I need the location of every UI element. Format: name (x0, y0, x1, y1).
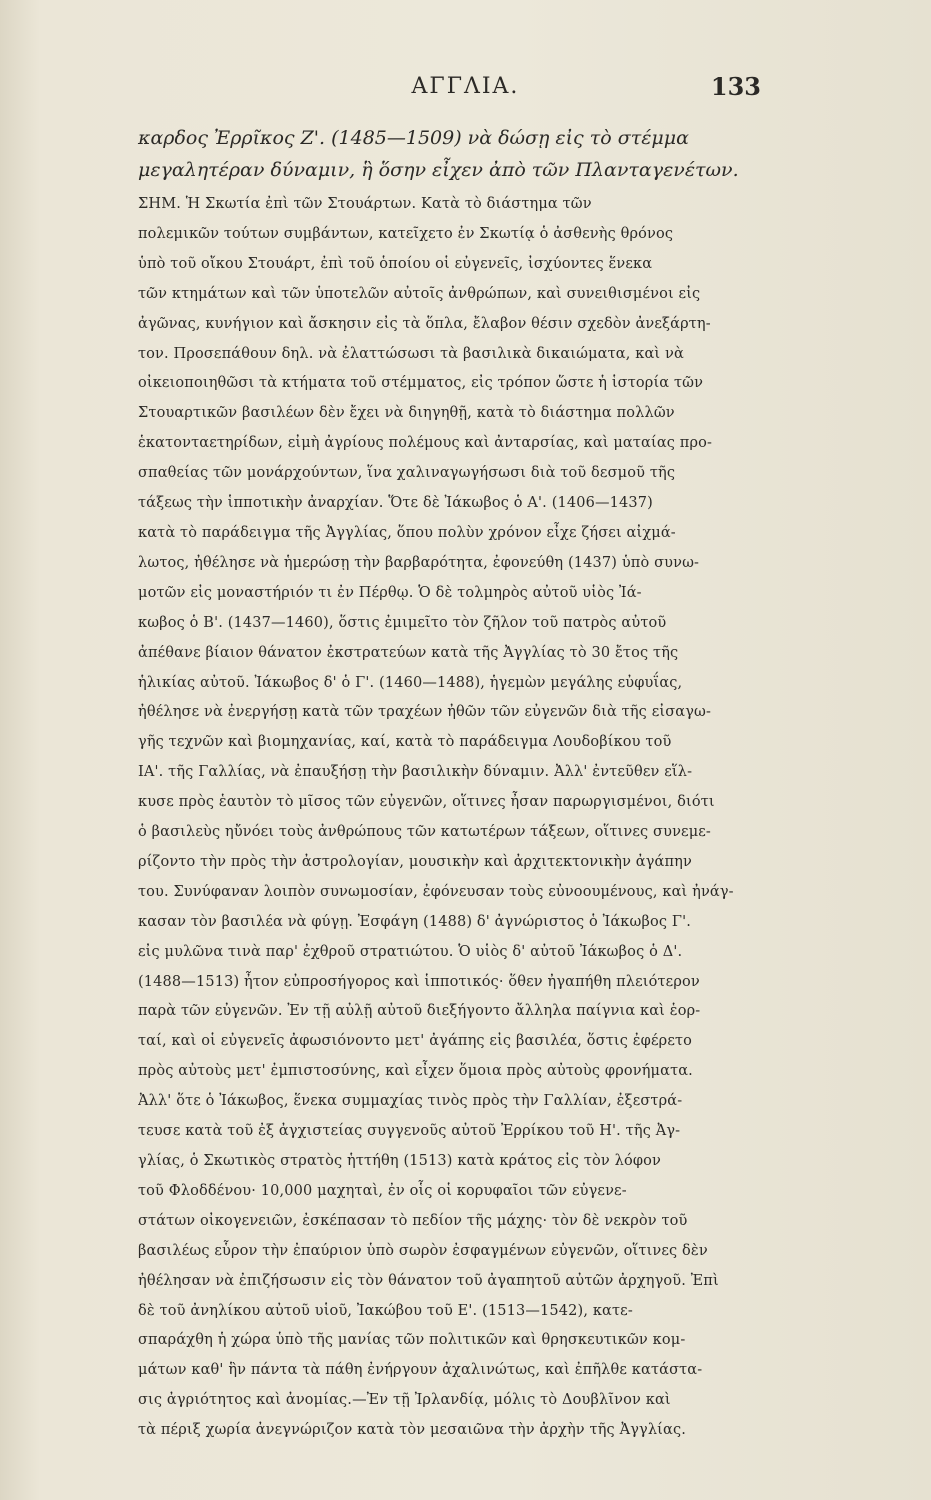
note-line: ἑκατονταετηρίδων, εἰμὴ ἀγρίους πολέμους καὶ ἀνταρσίας, καὶ ματαίας προ- (138, 435, 713, 452)
note-line: κωβος ὁ Β'. (1437—1460), ὅστις ἐμιμεῖτο τὸν ζῆλον τοῦ πατρὸς αὐτοῦ (138, 614, 667, 631)
note-line: σπαράχθη ἡ χώρα ὑπὸ τῆς μανίας τῶν πολιτικῶν καὶ θρησκευτικῶν κομ- (138, 1332, 686, 1349)
page-body (138, 122, 793, 1446)
note-line: σις ἀγριότητος καὶ ἀνομίας.—Ἐν τῇ Ἰρλανδίᾳ, μόλις τὸ Δουβλῖνον καὶ (138, 1392, 671, 1409)
note-line: τάξεως τὴν ἱπποτικὴν ἀναρχίαν. Ὅτε δὲ Ἰάκωβος ὁ Α'. (1406—1437) (138, 495, 653, 512)
note-line: γλίας, ὁ Σκωτικὸς στρατὸς ἡττήθη (1513) κατὰ κράτος εἰς τὸν λόφον (138, 1153, 661, 1169)
note-line: Στουαρτικῶν βασιλέων δὲν ἔχει νὰ διηγηθῇ, κατὰ τὸ διάστημα πολλῶν (138, 405, 675, 422)
note-line: ταί, καὶ οἱ εὐγενεῖς ἀφωσιόνοντο μετ' ἀγάπης εἰς βασιλέα, ὅστις ἐφέρετο (138, 1033, 693, 1050)
note-line: τῶν κτημάτων καὶ τῶν ὑποτελῶν αὐτοῖς ἀνθρώπων, καὶ συνειθισμένοι εἰς (138, 285, 701, 302)
note-line: λωτος, ἠθέλησε νὰ ἡμερώσῃ τὴν βαρβαρότητα, ἐφονεύθη (1437) ὑπὸ συνω- (138, 554, 700, 571)
note-line: δὲ τοῦ ἀνηλίκου αὐτοῦ υἱοῦ, Ἰακώβου τοῦ Ε'. (1513—1542), κατε- (138, 1302, 633, 1319)
note-line: γῆς τεχνῶν καὶ βιομηχανίας, καί, κατὰ τὸ παράδειγμα Λουδοβίκου τοῦ (138, 734, 672, 751)
note-line: ρίζοντο τὴν πρὸς τὴν ἀστρολογίαν, μουσικὴν καὶ ἀρχιτεκτονικὴν ἀγάπην (138, 853, 692, 870)
note-line: τον. Προσεπάθουν δηλ. νὰ ἐλαττώσωσι τὰ βασιλικὰ δικαιώματα, καὶ νὰ (138, 345, 684, 362)
note-line: κατὰ τὸ παράδειγμα τῆς Ἀγγλίας, ὅπου πολὺν χρόνον εἶχε ζήσει αἰχμά- (138, 524, 676, 541)
note-line: κασαν τὸν βασιλέα νὰ φύγῃ. Ἐσφάγη (1488) δ' ἀγνώριστος ὁ Ἰάκωβος Γ'. (138, 913, 692, 930)
note-line: τὰ πέριξ χωρία ἀνεγνώριζον κατὰ τὸν μεσαιῶνα τὴν ἀρχὴν τῆς Ἀγγλίας. (138, 1422, 686, 1439)
note-line: οἰκειοποιηθῶσι τὰ κτήματα τοῦ στέμματος, εἰς τρόπον ὥστε ἡ ἱστορία τῶν (138, 375, 704, 392)
note-line: βασιλέως εὗρον τὴν ἐπαύριον ὑπὸ σωρὸν ἐσφαγμένων εὐγενῶν, οἵτινες δὲν (138, 1242, 708, 1259)
note-line: ἠθέλησαν νὰ ἐπιζήσωσιν εἰς τὸν θάνατον τοῦ ἀγαπητοῦ αὐτῶν ἀρχηγοῦ. Ἐπὶ (138, 1272, 719, 1289)
note-line: τευσε κατὰ τοῦ ἐξ ἀγχιστείας συγγενοῦς αὐτοῦ Ἐρρίκου τοῦ Η'. τῆς Ἀγ- (138, 1123, 681, 1140)
note-line: κυσε πρὸς ἑαυτὸν τὸ μῖσος τῶν εὐγενῶν, οἵτινες ἦσαν παρωργισμένοι, διότι (138, 794, 715, 811)
note-line: πολεμικῶν τούτων συμβάντων, κατεῖχετο ἐν Σκωτίᾳ ὁ ἀσθενὴς θρόνος (138, 225, 674, 242)
note-line: ὑπὸ τοῦ οἴκου Στουάρτ, ἐπὶ τοῦ ὁποίου οἱ εὐγενεῖς, ἰσχύοντες ἕνεκα (138, 255, 653, 272)
note-line: μάτων καθ' ἣν πάντα τὰ πάθη ἐνήργουν ἀχαλινώτως, καὶ ἐπῆλθε κατάστα- (138, 1362, 703, 1379)
note-block (138, 190, 793, 1446)
note-line: ΙΑ'. τῆς Γαλλίας, νὰ ἐπαυξήσῃ τὴν βασιλικὴν δύναμιν. Ἀλλ' ἐντεῦθεν εἵλ- (138, 764, 693, 781)
running-head (0, 72, 931, 102)
note-line: στάτων οἰκογενειῶν, ἐσκέπασαν τὸ πεδίον τῆς μάχης· τὸν δὲ νεκρὸν τοῦ (138, 1212, 688, 1229)
main-text-line: μεγαλητέραν δύναμιν, ἣ ὅσην εἶχεν ἀπὸ τῶν Πλανταγενέτων. (138, 159, 739, 181)
note-line: ἠθέλησε νὰ ἐνεργήσῃ κατὰ τῶν τραχέων ἠθῶν τῶν εὐγενῶν διὰ τῆς εἰσαγω- (138, 704, 712, 721)
note-line: σπαθείας τῶν μονάρχούντων, ἵνα χαλιναγωγήσωσι διὰ τοῦ δεσμοῦ τῆς (138, 465, 676, 482)
note-line: (1488—1513) ἦτον εὐπροσήγορος καὶ ἱπποτικός· ὅθεν ἠγαπήθη πλειότερον (138, 973, 700, 990)
note-line: ἀγῶνας, κυνήγιον καὶ ἄσκησιν εἰς τὰ ὅπλα, ἔλαβον θέσιν σχεδὸν ἀνεξάρτη- (138, 315, 711, 332)
page-number: 133 (710, 72, 761, 101)
running-title: ΑΓΓΛΙΑ. (411, 74, 520, 99)
main-text-line: καρδος Ἐρρῖκος Ζ'. (1485—1509) νὰ δώσῃ εἰς τὸ στέμμα (138, 127, 689, 149)
note-line: ὁ βασιλεὺς ηὔνόει τοὺς ἀνθρώπους τῶν κατωτέρων τάξεων, οἵτινες συνεμε- (138, 824, 711, 841)
note-line: μοτῶν εἰς μοναστήριόν τι ἐν Πέρθῳ. Ὁ δὲ τολμηρὸς αὐτοῦ υἱὸς Ἰά- (138, 584, 642, 601)
note-line: ΣΗΜ. Ἡ Σκωτία ἐπὶ τῶν Στουάρτων. Κατὰ τὸ διάστημα τῶν (138, 196, 592, 212)
note-line: ἡλικίας αὐτοῦ. Ἰάκωβος δ' ὁ Γ'. (1460—1488), ἡγεμὼν μεγάλης εὐφυΐας, (138, 674, 683, 691)
note-line: τοῦ Φλοδδένου· 10,000 μαχηταὶ, ἐν οἷς οἱ κορυφαῖοι τῶν εὐγενε- (138, 1182, 627, 1199)
note-line: εἰς μυλῶνα τινὰ παρ' ἐχθροῦ στρατιώτου. Ὁ υἱὸς δ' αὐτοῦ Ἰάκωβος ὁ Δ'. (138, 943, 683, 960)
note-line: πρὸς αὐτοὺς μετ' ἐμπιστοσύνης, καὶ εἶχεν ὅμοια πρὸς αὐτοὺς φρονήματα. (138, 1063, 693, 1080)
note-line: ἀπέθανε βίαιον θάνατον ἐκστρατεύων κατὰ τῆς Ἀγγλίας τὸ 30 ἔτος τῆς (138, 644, 679, 661)
note-line: παρὰ τῶν εὐγενῶν. Ἐν τῇ αὐλῇ αὐτοῦ διεξήγοντο ἄλληλα παίγνια καὶ ἑορ- (138, 1003, 701, 1020)
note-line: Ἀλλ' ὅτε ὁ Ἰάκωβος, ἕνεκα συμμαχίας τινὸς πρὸς τὴν Γαλλίαν, ἐξεστρά- (138, 1093, 683, 1110)
note-line: του. Συνύφαναν λοιπὸν συνωμοσίαν, ἐφόνευσαν τοὺς εὐνοουμένους, καὶ ἠνάγ- (138, 883, 734, 900)
